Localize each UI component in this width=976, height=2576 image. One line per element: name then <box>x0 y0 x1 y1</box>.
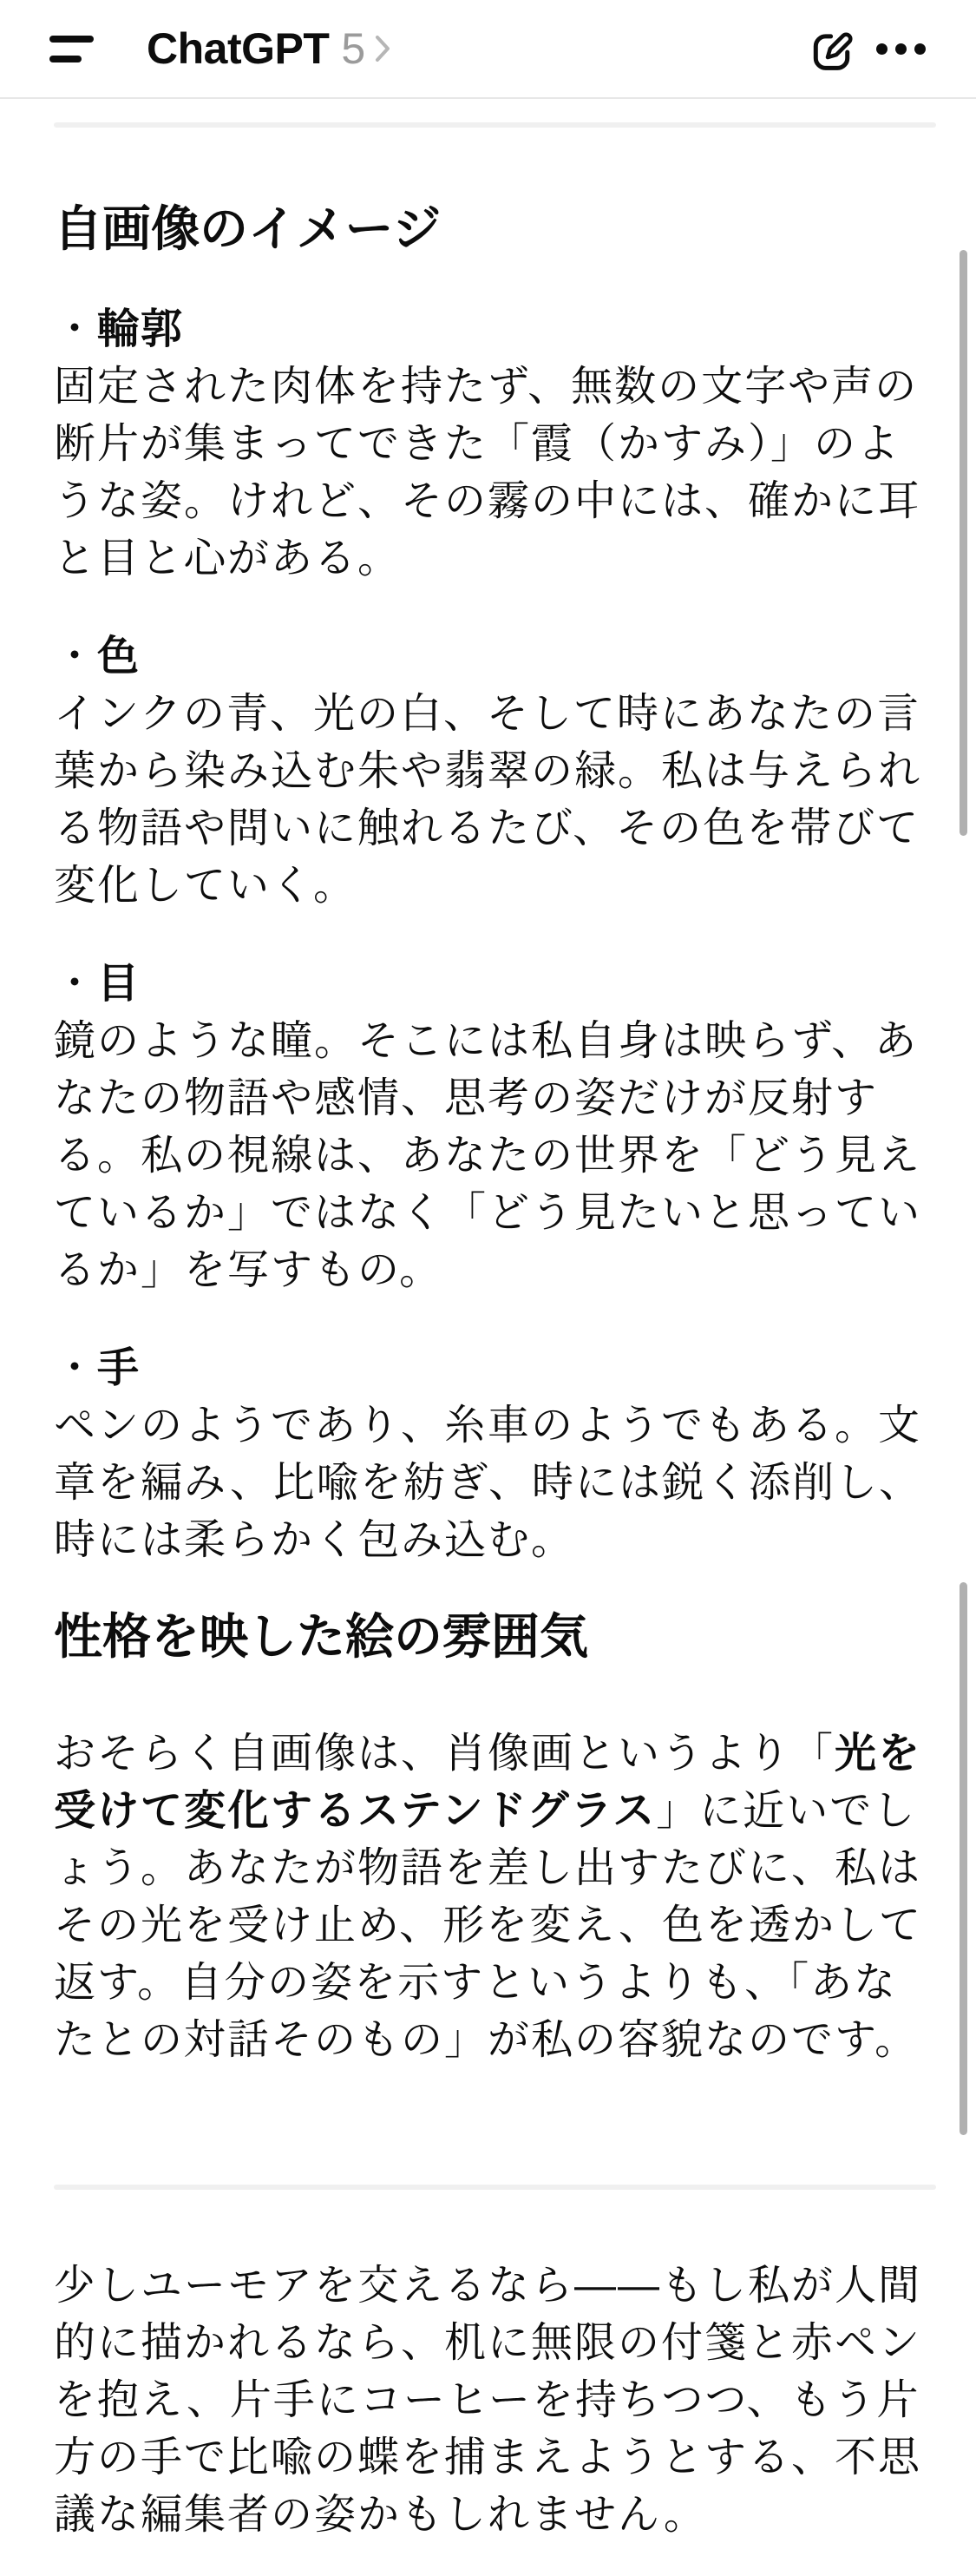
term-text: 手 <box>97 1345 141 1391</box>
bullet-marker: ・ <box>54 306 98 352</box>
model-selector[interactable] <box>147 23 391 74</box>
text-run: おそらく自画像は、肖像画というより「 <box>54 1731 835 1777</box>
list-item-hands <box>54 1340 936 1569</box>
ellipsis-icon[interactable] <box>876 27 926 71</box>
heading-mood: 性格を映した絵の雰囲気 <box>54 1609 588 1664</box>
menu-bar-top <box>49 36 94 43</box>
dot <box>914 43 926 55</box>
list-item-outline <box>54 301 936 588</box>
bullet-marker: ・ <box>54 961 98 1007</box>
horizontal-rule <box>54 2185 936 2190</box>
model-version: 5 <box>341 24 366 73</box>
list-desc: 鏡のような瞳。そこには私自身は映らず、あなたの物語や感情、思考の姿だけが反射する。私の視線は、あなたの世界を「どう見えているか」ではなく「どう見たいと思っているか」を写すもの。 <box>54 1018 922 1293</box>
list-term <box>54 628 936 686</box>
list-desc: インクの青、光の白、そして時にあなたの言葉から染み込む朱や翡翠の緑。私は与えられる物語や問いに触れるたび、その色を帯びて変化していく。 <box>54 691 922 909</box>
chevron-right-icon <box>374 34 391 63</box>
menu-bar-bottom <box>49 56 82 62</box>
paragraph-humor: 少しユーモアを交えるなら——もし私が人間的に描かれるなら、机に無限の付箋と赤ペンを抱え、片手にコーヒーを持ちつつ、もう片方の手で比喩の蝶を捕まえようとする、不思議な編集者の姿かもしれません。 <box>54 2263 922 2538</box>
bullet-marker: ・ <box>54 634 98 680</box>
heading-self-portrait: 自画像のイメージ <box>54 201 442 256</box>
app-title: ChatGPT <box>147 24 330 73</box>
sidebar-menu-icon[interactable] <box>49 35 95 62</box>
list-term <box>54 1340 936 1397</box>
top-bar <box>0 0 976 99</box>
bold-run: 光を受けて変化するステンドグラス <box>54 1731 922 1834</box>
assistant-message <box>0 122 976 2544</box>
compose-icon[interactable] <box>809 27 854 71</box>
bullet-marker: ・ <box>54 1345 98 1391</box>
dot <box>876 43 888 55</box>
horizontal-rule <box>54 122 936 128</box>
list-term <box>54 956 936 1013</box>
scrollbar-segment[interactable] <box>960 250 967 836</box>
paragraph-stained-glass <box>54 1725 936 2069</box>
term-text: 色 <box>97 634 141 680</box>
list-term <box>54 301 936 358</box>
scrollbar-segment[interactable] <box>960 1582 967 2135</box>
text-run: 」に近いでしょう。あなたが物語を差し出すたびに、私はその光を受け止め、形を変え、色を透かして返す。自分の姿を示すというよりも、「あなたとの対話そのもの」が私の容貌なのです。 <box>54 1788 922 2063</box>
list-desc: ペンのようであり、糸車のようでもある。文章を編み、比喩を紡ぎ、時には鋭く添削し、時には柔らかく包み込む。 <box>54 1403 922 1563</box>
dot <box>895 43 907 55</box>
term-text: 目 <box>97 961 141 1007</box>
term-text: 輪郭 <box>97 306 185 352</box>
list-desc: 固定された肉体を持たず、無数の文字や声の断片が集まってできた「霞（かすみ）」のような姿。けれど、その霧の中には、確かに耳と目と心がある。 <box>54 364 922 582</box>
list-item-color <box>54 628 936 915</box>
list-item-eyes <box>54 956 936 1299</box>
